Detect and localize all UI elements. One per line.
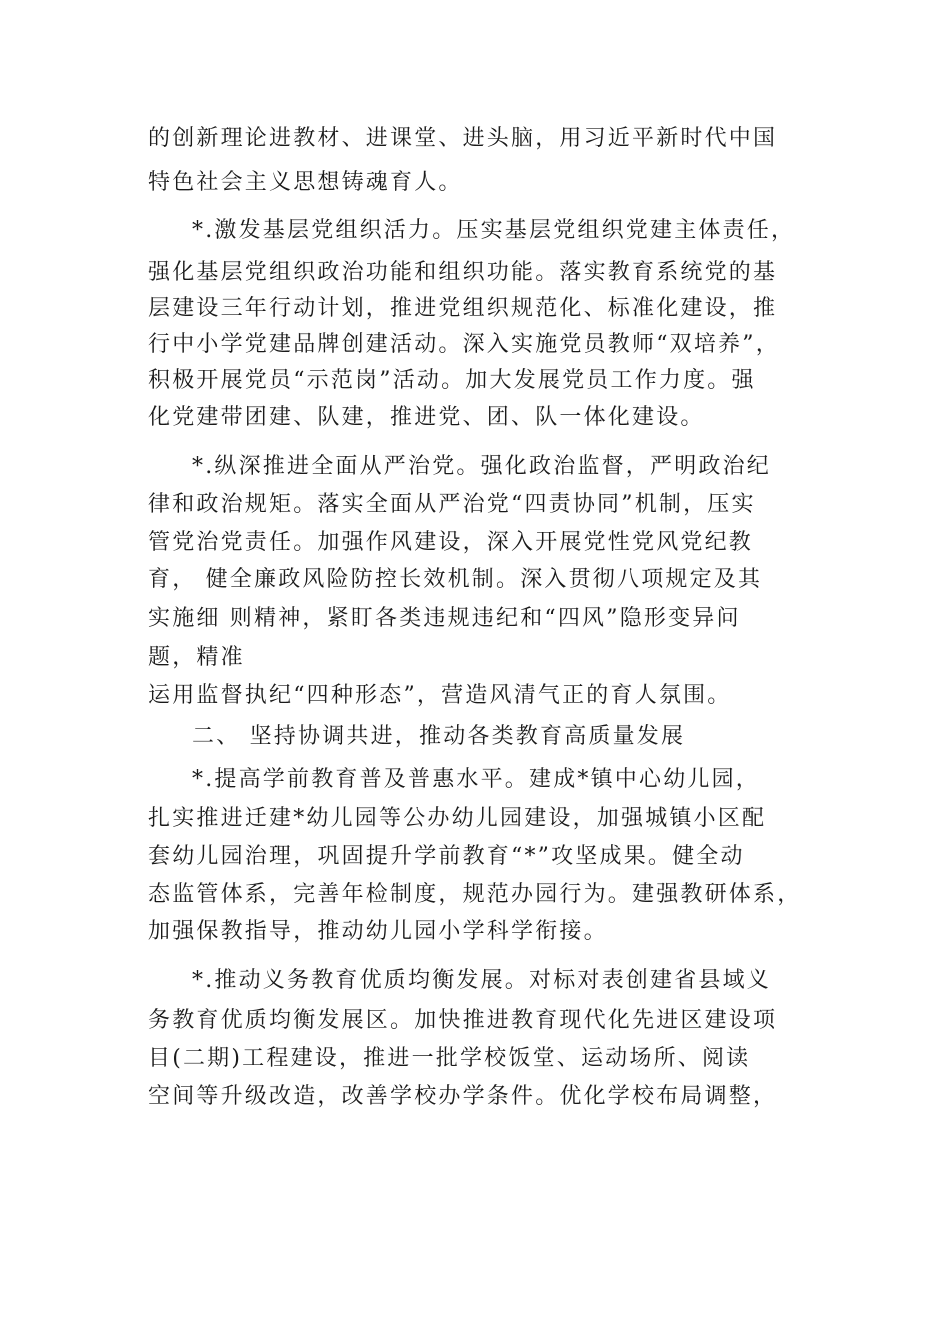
- text-line: 强化基层党组织政治功能和组织功能。落实教育系统党的基: [148, 260, 778, 285]
- text-line: 律和政治规矩。落实全面从严治党“四责协同”机制，压实: [148, 492, 756, 517]
- text-line: 加强保教指导，推动幼儿园小学科学衔接。: [148, 919, 608, 944]
- text-line: 运用监督执纪“四种形态”，营造风清气正的育人氛围。: [148, 683, 732, 708]
- text-line: 特色社会主义思想铸魂育人。: [148, 170, 463, 195]
- paragraph-heading-line: *.激发基层党组织活力。压实基层党组织党建主体责任，: [192, 218, 796, 243]
- text-line: 题，精准: [148, 645, 245, 670]
- text-line: 行中小学党建品牌创建活动。深入实施党员教师“双培养”，: [148, 332, 780, 357]
- text-line: 套幼儿园治理，巩固提升学前教育“*”攻坚成果。健全动: [148, 844, 745, 869]
- text-line: 扎实推进迁建*幼儿园等公办幼儿园建设，加强城镇小区配: [148, 806, 767, 831]
- text-line: 态监管体系，完善年检制度，规范办园行为。建强教研体系，: [148, 882, 802, 907]
- text-line: 管党治党责任。加强作风建设，深入开展党性党风党纪教: [148, 530, 754, 555]
- text-line: 实施细 则精神，紧盯各类违规违纪和“四风”隐形变异问: [148, 606, 741, 631]
- text-line: 空间等升级改造，改善学校办学条件。优化学校布局调整，: [148, 1084, 778, 1109]
- text-line: 目(二期)工程建设，推进一批学校饭堂、运动场所、阅读: [148, 1046, 751, 1071]
- text-line: 积极开展党员“示范岗”活动。加大发展党员工作力度。强: [148, 368, 756, 393]
- section-heading: 二、 坚持协调共进，推动各类教育高质量发展: [192, 724, 686, 749]
- text-line: 的创新理论进教材、进课堂、进头脑，用习近平新时代中国: [148, 126, 778, 151]
- text-line: 层建设三年行动计划，推进党组织规范化、标准化建设，推: [148, 296, 778, 321]
- text-line: 务教育优质均衡发展区。加快推进教育现代化先进区建设项: [148, 1008, 778, 1033]
- paragraph-heading-line: *.纵深推进全面从严治党。强化政治监督，严明政治纪: [192, 454, 771, 479]
- text-line: 化党建带团建、队建，推进党、团、队一体化建设。: [148, 405, 705, 430]
- paragraph-heading-line: *.推动义务教育优质均衡发展。对标对表创建省县域义: [192, 968, 771, 993]
- text-line: 育， 健全廉政风险防控长效机制。深入贯彻八项规定及其: [148, 567, 763, 592]
- paragraph-heading-line: *.提高学前教育普及普惠水平。建成*镇中心幼儿园，: [192, 767, 760, 792]
